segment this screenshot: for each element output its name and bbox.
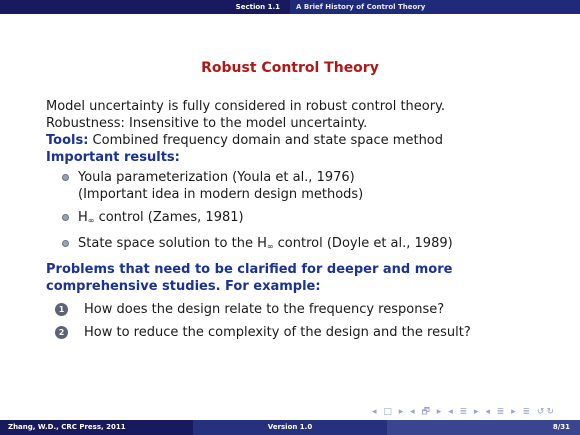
bullet-icon: [62, 214, 69, 221]
bullet-icon: [62, 240, 69, 247]
question-text: How does the design relate to the frequency response?: [84, 302, 445, 317]
question-text: How to reduce the complexity of the design and the result?: [84, 325, 471, 340]
footer-bar: [0, 420, 580, 435]
intro-line-1: Model uncertainty is fully considered in robust control theory.: [46, 99, 446, 114]
bullet-text: State space solution to the $H_\infty$ control (Doyle et al., 1989): [78, 236, 453, 251]
problems-heading: Problems that need to be clarified for deeper and more comprehensive studies. For example:: [46, 262, 453, 294]
footer-author: Zhang, W.D., CRC Press, 2011: [0, 420, 193, 435]
header-bar: [0, 0, 580, 14]
section-number[interactable]: Section 1.1: [0, 0, 290, 14]
list-item: [46, 301, 566, 318]
questions-list: [46, 301, 566, 341]
bullet-text: $H_\infty$ control (Zames, 1981): [78, 210, 244, 225]
list-item: [46, 169, 566, 203]
results-label: Important results:: [46, 150, 180, 165]
slide-content: [46, 98, 566, 347]
tools-line: [46, 132, 566, 149]
tools-text: Combined frequency domain and state space method: [92, 133, 444, 148]
number-badge-icon: 1: [55, 303, 68, 316]
list-item: [46, 235, 566, 255]
number-badge-icon: 2: [55, 326, 68, 339]
intro-line-2: Robustness: Insensitive to the model uncertainty.: [46, 116, 368, 131]
list-item: [46, 324, 566, 341]
bullet-icon: [62, 174, 69, 181]
bullet-subtext: (Important idea in modern design methods): [78, 187, 364, 202]
slide-title: Robust Control Theory: [201, 60, 379, 76]
results-list: [46, 169, 566, 255]
section-title[interactable]: A Brief History of Control Theory: [290, 0, 580, 14]
footer-page-number: 8/31: [387, 420, 580, 435]
tools-label: Tools:: [46, 133, 89, 148]
list-item: [46, 209, 566, 229]
bullet-text: Youla parameterization (Youla et al., 1976): [78, 170, 355, 185]
beamer-navigation-icons[interactable]: ◂ □ ▸ ◂ 🗗 ▸ ◂ ≣ ▸ ◂ ≣ ▸ ≣ ↺↻: [372, 407, 556, 417]
footer-version: Version 1.0: [193, 420, 387, 435]
